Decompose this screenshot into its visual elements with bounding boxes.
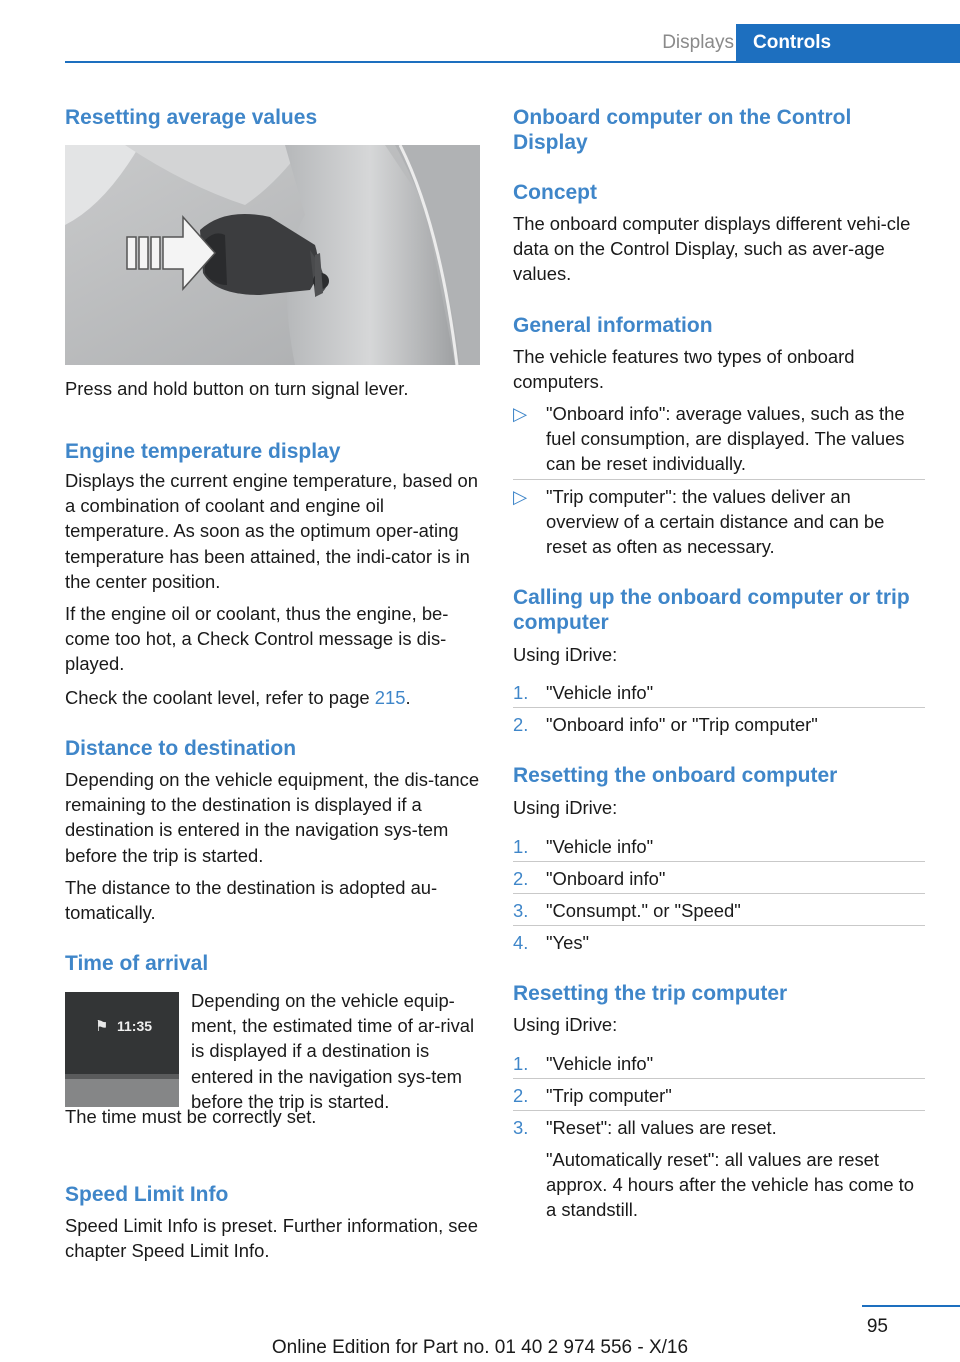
- calling-intro: Using iDrive:: [513, 644, 618, 665]
- step-text: "Consumpt." or "Speed": [546, 900, 741, 921]
- time-of-arrival-paragraph: Depending on the vehicle equip-ment, the estimated time of ar-rival is displayed if a destination is entered in the navigation sys-tem before the trip is started.: [191, 990, 475, 1112]
- step-text: "Vehicle info": [546, 836, 654, 857]
- auto-reset-note: "Automatically reset": all values are reset approx. 4 hours after the vehicle has come to a standstill.: [546, 1149, 915, 1221]
- list-divider: [513, 861, 925, 862]
- heading-resetting-onboard-computer: Resetting the onboard computer: [513, 764, 838, 787]
- speed-limit-paragraph: Speed Limit Info is preset. Further information, see chapter Speed Limit Info.: [65, 1215, 478, 1262]
- page-link-215[interactable]: 215: [374, 687, 406, 708]
- heading-engine-temperature: Engine temperature display: [65, 440, 341, 463]
- list-divider: [513, 925, 925, 926]
- step-text: "Yes": [546, 932, 590, 953]
- coolant-text: Check the coolant level, refer to page: [65, 687, 375, 708]
- figure-caption: Press and hold button on turn signal lever.: [65, 378, 409, 399]
- general-paragraph: The vehicle features two types of onboard computers.: [513, 346, 855, 393]
- list-item-text: "Trip computer": the values deliver an overview of a certain distance and can be reset as often as necessary.: [546, 486, 885, 558]
- engine-temp-paragraph: [65, 685, 480, 710]
- concept-paragraph: The onboard computer displays different vehi-cle data on the Control Display, such as aver-age values.: [513, 213, 911, 285]
- heading-resetting-average-values: Resetting average values: [65, 106, 318, 129]
- heading-resetting-trip-computer: Resetting the trip computer: [513, 982, 788, 1005]
- heading-calling-up-onboard-computer: Calling up the onboard computer or trip computer: [513, 586, 910, 634]
- arrival-time-display: [65, 992, 179, 1107]
- step-text: "Onboard info" or "Trip computer": [546, 714, 818, 735]
- heading-concept: Concept: [513, 181, 597, 204]
- time-of-arrival-note: The time must be correctly set.: [65, 1106, 317, 1127]
- turn-signal-lever-illustration: [65, 145, 480, 365]
- heading-general-information: General information: [513, 314, 713, 337]
- distance-paragraph: Depending on the vehicle equipment, the dis-tance remaining to the destination is displayed if a destination is entered in the navigation sys-tem before the trip is started.: [65, 769, 480, 866]
- triangle-bullet-icon: ▷: [513, 403, 528, 424]
- step-number: 1.: [513, 836, 529, 857]
- flag-icon: ⚑: [95, 1018, 109, 1035]
- header-section-tab[interactable]: Displays: [662, 32, 734, 53]
- triangle-bullet-icon: ▷: [513, 486, 528, 507]
- header-rule: [65, 61, 960, 63]
- heading-time-of-arrival: Time of arrival: [65, 952, 209, 975]
- display-frame: [65, 1079, 179, 1107]
- engine-temp-paragraph: If the engine oil or coolant, thus the engine, be-come too hot, a Check Control message is dis-played.: [65, 603, 449, 675]
- distance-paragraph: The distance to the destination is adopted au-tomatically.: [65, 877, 438, 924]
- header-active-tab[interactable]: Controls: [736, 24, 960, 62]
- list-divider: [513, 1110, 925, 1111]
- heading-onboard-computer: Onboard computer on the Control Display: [513, 106, 852, 154]
- heading-speed-limit-info: Speed Limit Info: [65, 1183, 229, 1206]
- list-divider: [513, 893, 925, 894]
- step-text: "Trip computer": [546, 1085, 672, 1106]
- reset-trip-intro: Using iDrive:: [513, 1014, 618, 1035]
- period: .: [405, 687, 411, 708]
- step-number: 2.: [513, 868, 529, 889]
- heading-distance-to-destination: Distance to destination: [65, 737, 297, 760]
- step-text: "Onboard info": [546, 868, 666, 889]
- step-number: 2.: [513, 1085, 529, 1106]
- list-item-text: "Onboard info": average values, such as the fuel consumption, are displayed. The values can be reset individually.: [546, 403, 905, 475]
- reset-onboard-intro: Using iDrive:: [513, 797, 618, 818]
- step-number: 3.: [513, 1117, 529, 1138]
- step-text: "Reset": all values are reset.: [546, 1117, 777, 1138]
- step-number: 4.: [513, 932, 529, 953]
- page-number: 95: [866, 1316, 888, 1337]
- figure-turn-signal-lever: [65, 145, 480, 365]
- step-text: "Vehicle info": [546, 682, 654, 703]
- step-number: 3.: [513, 900, 529, 921]
- list-divider: [513, 707, 925, 708]
- step-text: "Vehicle info": [546, 1053, 654, 1074]
- engine-temp-paragraph: Displays the current engine temperature, based on a combination of coolant and engine oil temperature. As soon as the optimum oper-ating temperature has been attained, the indi-cator is in the center position.: [65, 470, 479, 592]
- edition-footer: Online Edition for Part no. 01 40 2 974 556 - X/16: [271, 1337, 689, 1358]
- arrival-time-value: 11:35: [117, 1018, 153, 1034]
- step-number: 1.: [513, 1053, 529, 1074]
- step-number: 1.: [513, 682, 529, 703]
- page-number-rule: [862, 1305, 960, 1307]
- list-divider: [513, 1078, 925, 1079]
- list-divider: [513, 479, 925, 480]
- step-number: 2.: [513, 714, 529, 735]
